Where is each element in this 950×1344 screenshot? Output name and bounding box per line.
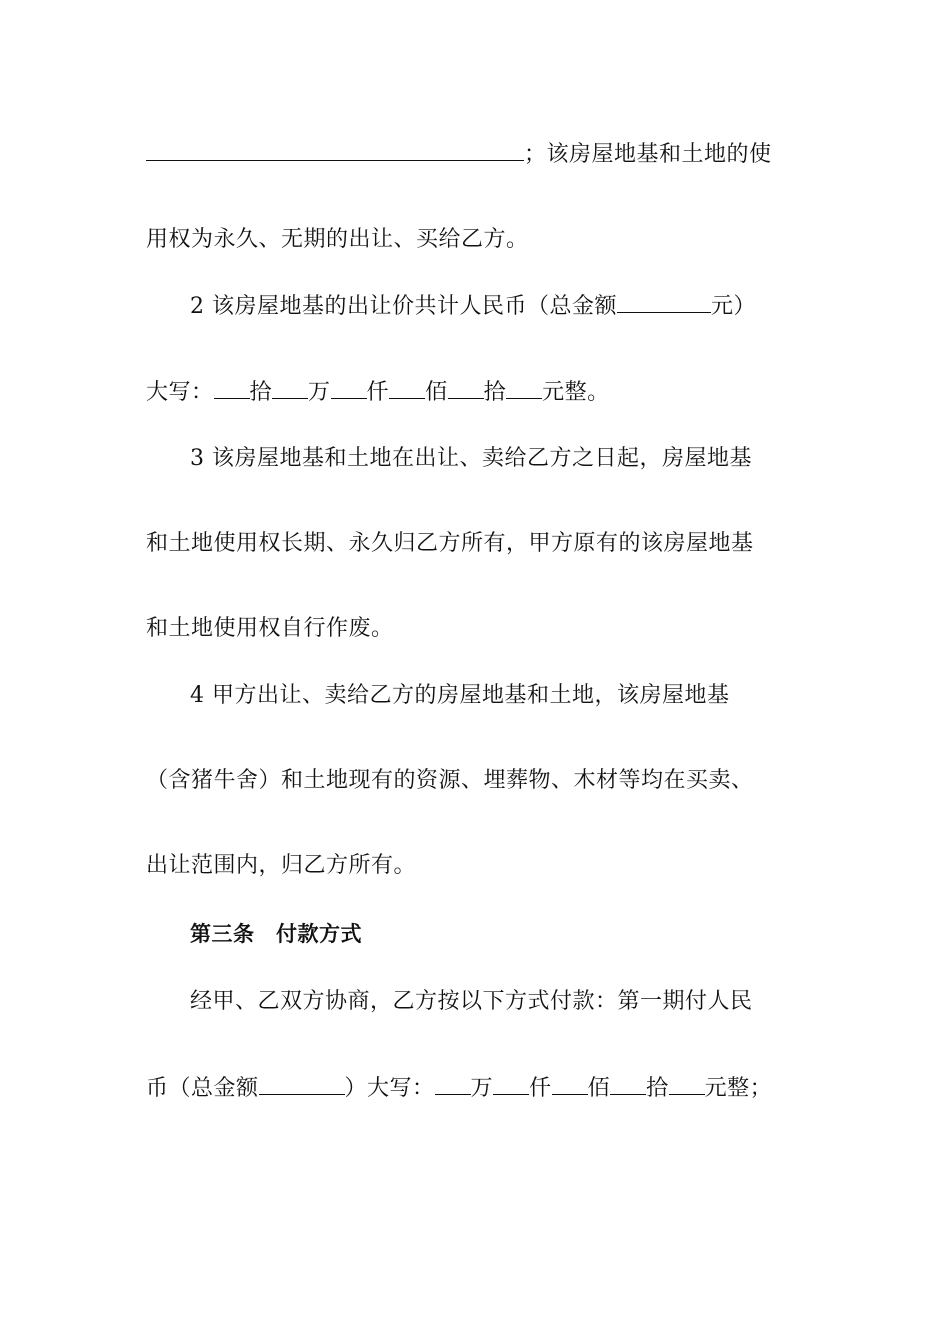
payment-line-2 bbox=[146, 1072, 772, 1104]
clause-4-text-3: 出让范围内，归乙方所有。 bbox=[146, 853, 417, 878]
unit-text: 拾 bbox=[646, 1076, 669, 1101]
blank-field bbox=[610, 1072, 646, 1095]
blank-field bbox=[272, 376, 308, 399]
blank-field bbox=[448, 376, 484, 399]
unit-text: 佰 bbox=[425, 380, 448, 405]
blank-field-address bbox=[146, 138, 524, 161]
clause-2-line-1 bbox=[190, 290, 756, 322]
unit-text: 仟 bbox=[529, 1076, 552, 1101]
blank-field bbox=[506, 376, 542, 399]
article-3-heading bbox=[190, 919, 362, 949]
capital-label: ）大写： bbox=[344, 1076, 435, 1101]
clause-3-text-1: 3 该房屋地基和土地在出让、卖给乙方之日起，房屋地基 bbox=[190, 446, 752, 471]
article-3-title: 第三条 付款方式 bbox=[190, 922, 362, 946]
blank-field-first-payment bbox=[259, 1072, 345, 1095]
unit-text: 元整； bbox=[704, 1076, 773, 1101]
blank-field bbox=[389, 376, 425, 399]
paragraph-line-1 bbox=[146, 138, 772, 170]
clause-3-text-3: 和土地使用权自行作废。 bbox=[146, 616, 394, 641]
capital-label: 大写： bbox=[146, 380, 214, 405]
blank-field bbox=[669, 1072, 705, 1095]
blank-field bbox=[331, 376, 367, 399]
unit-text: 佰 bbox=[587, 1076, 611, 1101]
blank-field bbox=[214, 376, 250, 399]
blank-field-total-amount bbox=[617, 290, 711, 313]
clause-4-text-2: （含猪牛舍）和土地现有的资源、埋葬物、木材等均在买卖、 bbox=[146, 768, 754, 793]
unit-text: 拾 bbox=[483, 380, 507, 405]
payment-line-1 bbox=[190, 987, 753, 1017]
clause-4-line-3 bbox=[146, 851, 416, 881]
unit-text: 仟 bbox=[366, 380, 390, 405]
clause-3-line-1 bbox=[190, 444, 752, 474]
line-1-text: ；该房屋地基和土地的使 bbox=[524, 142, 772, 167]
blank-field bbox=[493, 1072, 529, 1095]
unit-text: 万 bbox=[470, 1076, 494, 1101]
clause-4-line-2 bbox=[146, 766, 754, 796]
unit-text: 拾 bbox=[249, 380, 273, 405]
payment-text-2: 币（总金额 bbox=[146, 1076, 259, 1101]
clause-3-line-3 bbox=[146, 614, 394, 644]
clause-4-line-1 bbox=[190, 681, 730, 711]
unit-text: 万 bbox=[308, 380, 331, 405]
clause-2-unit: 元） bbox=[711, 294, 757, 319]
clause-2-line-2 bbox=[146, 376, 610, 408]
clause-2-text: 2 该房屋地基的出让价共计人民币（总金额 bbox=[190, 294, 617, 319]
clause-4-text-1: 4 甲方出让、卖给乙方的房屋地基和土地，该房屋地基 bbox=[190, 683, 730, 708]
paragraph-line-2 bbox=[146, 225, 529, 255]
blank-field bbox=[435, 1072, 471, 1095]
blank-field bbox=[552, 1072, 588, 1095]
clause-3-line-2 bbox=[146, 529, 754, 559]
line-2-text: 用权为永久、无期的出让、买给乙方。 bbox=[146, 227, 529, 252]
unit-text: 元整。 bbox=[542, 380, 610, 405]
payment-text-1: 经甲、乙双方协商，乙方按以下方式付款：第一期付人民 bbox=[190, 989, 753, 1014]
clause-3-text-2: 和土地使用权长期、永久归乙方所有，甲方原有的该房屋地基 bbox=[146, 531, 754, 556]
